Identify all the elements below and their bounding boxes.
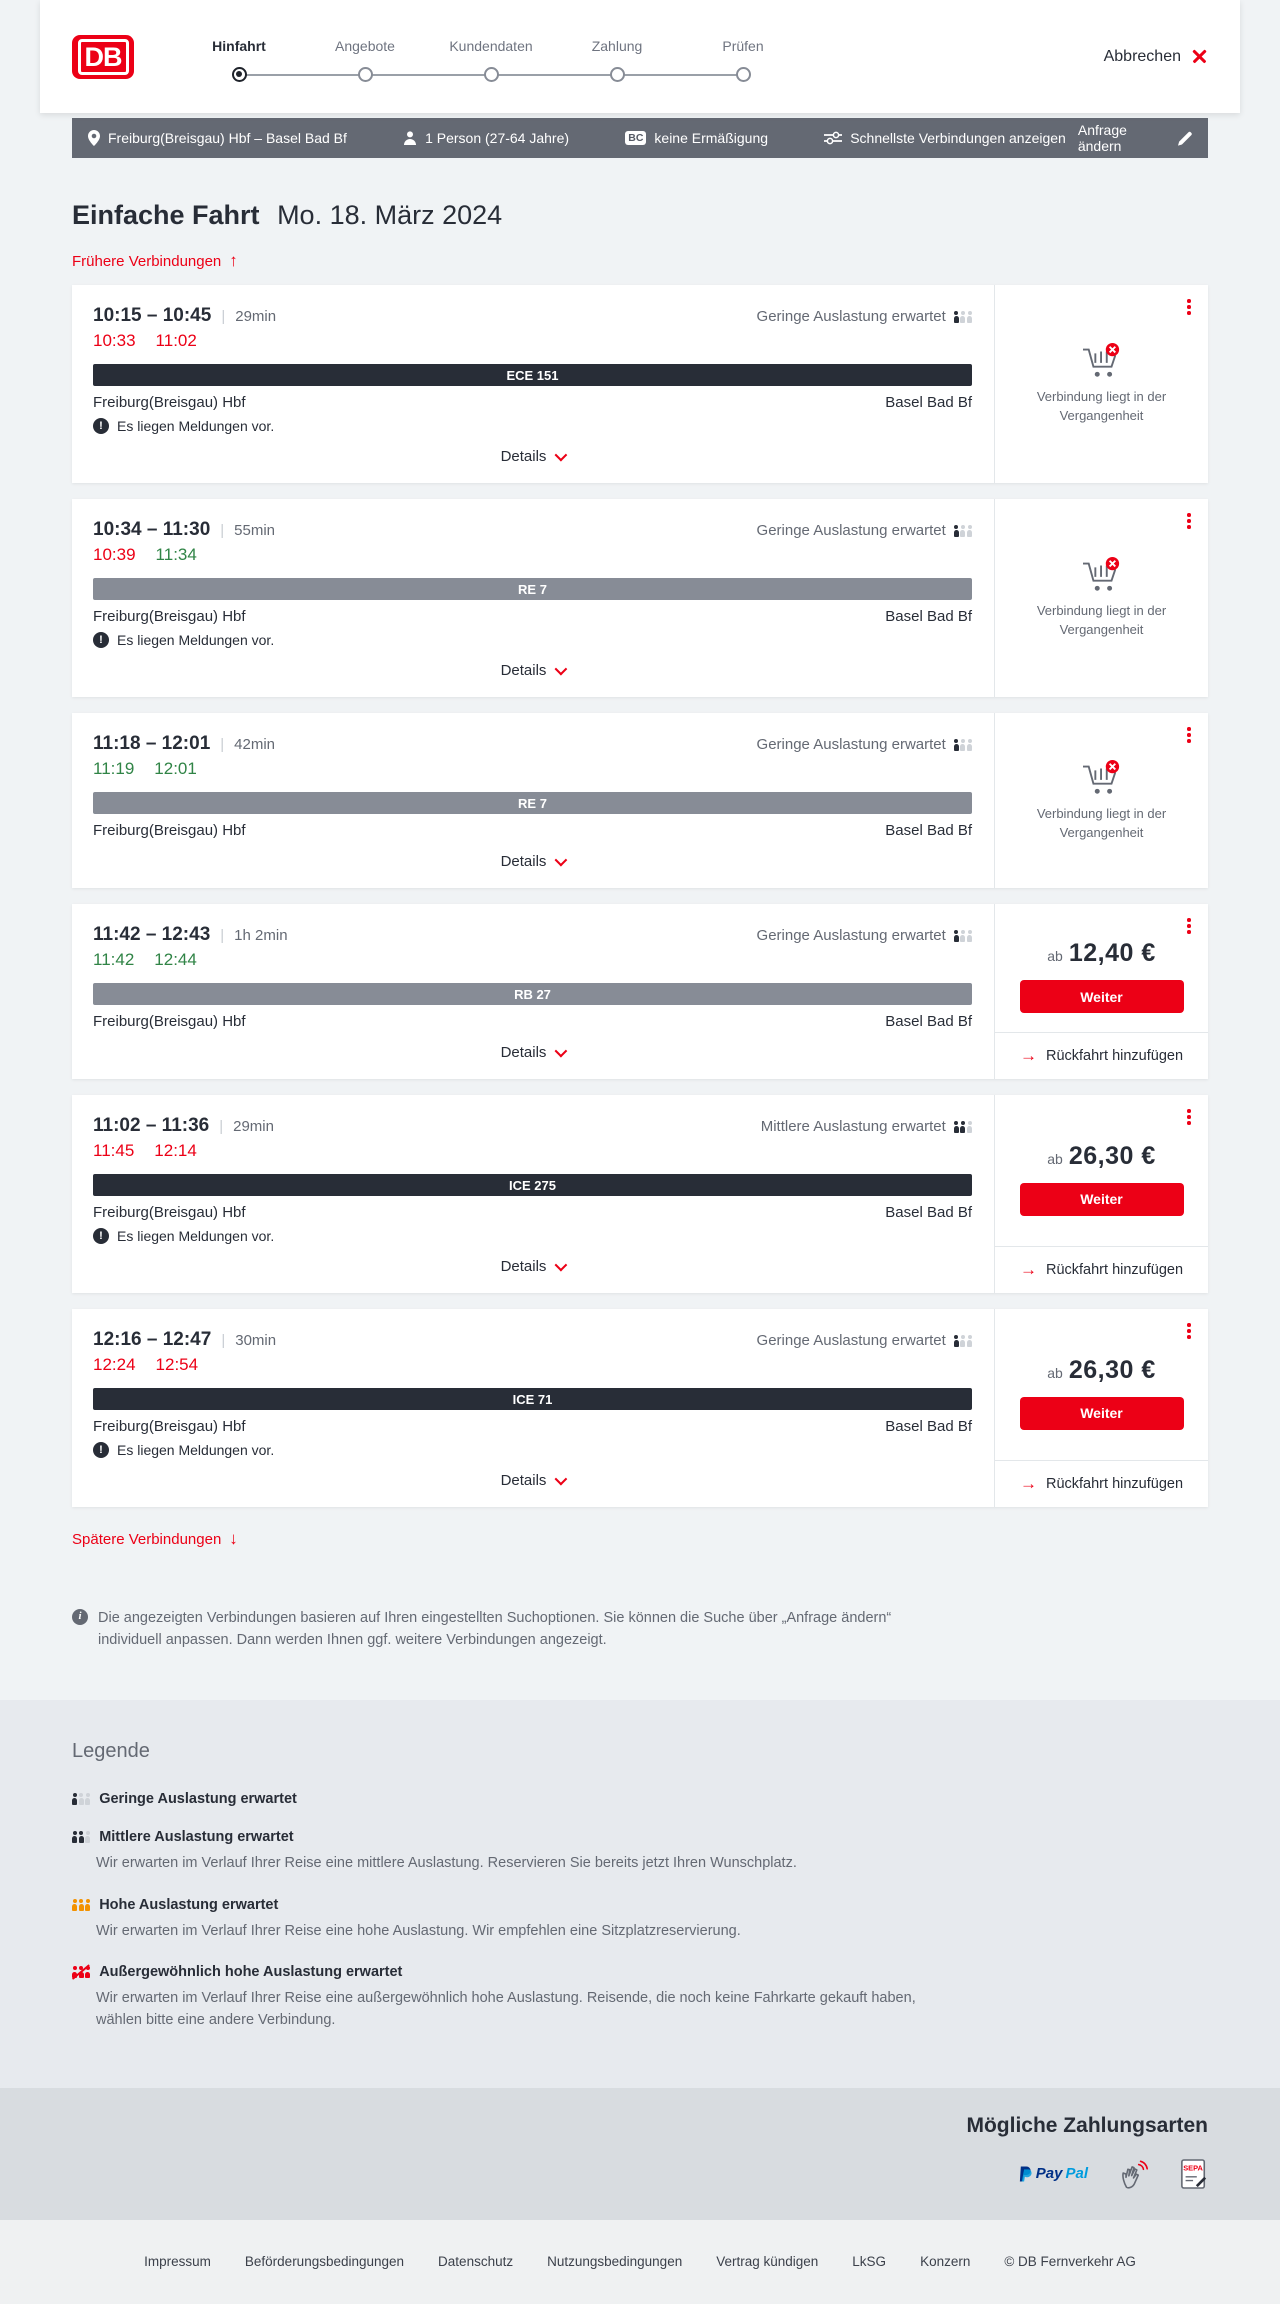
occupancy-label: Geringe Auslastung erwartet bbox=[756, 927, 946, 944]
details-toggle[interactable] bbox=[93, 849, 972, 876]
legend-item-desc: Wir erwarten im Verlauf Ihrer Reise eine hohe Auslastung. Wir empfehlen eine Sitzplatzreservierung. bbox=[96, 1922, 741, 1939]
route-summary[interactable] bbox=[88, 130, 347, 146]
earlier-connections-label: Frühere Verbindungen bbox=[72, 252, 222, 270]
kebab-menu-icon[interactable] bbox=[1185, 297, 1193, 317]
cancel-label: Abbrechen bbox=[1103, 47, 1181, 65]
kebab-menu-icon[interactable] bbox=[1185, 1321, 1193, 1341]
kebab-menu-icon[interactable] bbox=[1185, 916, 1193, 936]
details-label: Details bbox=[500, 853, 547, 870]
step-circle-icon bbox=[484, 67, 499, 82]
footer-link[interactable]: Beförderungsbedingungen bbox=[244, 2254, 405, 2270]
weiter-button[interactable]: Weiter bbox=[1020, 1183, 1184, 1216]
step-label: Hinfahrt bbox=[212, 37, 266, 54]
connection-action-panel bbox=[994, 1309, 1208, 1507]
realtime-times bbox=[93, 950, 972, 970]
occupancy-label: Geringe Auslastung erwartet bbox=[756, 308, 946, 325]
step-circle-icon bbox=[736, 67, 751, 82]
connection-card bbox=[72, 713, 1208, 888]
price-value: 26,30 € bbox=[1068, 1141, 1156, 1170]
occupancy-label: Geringe Auslastung erwartet bbox=[756, 736, 946, 753]
discount-summary[interactable] bbox=[625, 130, 768, 146]
price-box bbox=[995, 1095, 1208, 1246]
travel-date: Mo. 18. März 2024 bbox=[277, 200, 503, 230]
duration: 1h 2min bbox=[234, 927, 288, 944]
price-value: 12,40 € bbox=[1068, 939, 1156, 967]
past-connection-box bbox=[995, 499, 1208, 697]
occupancy-icon bbox=[954, 1121, 972, 1133]
destination-station: Basel Bad Bf bbox=[885, 1013, 972, 1030]
origin-station: Freiburg(Breisgau) Hbf bbox=[93, 822, 246, 839]
scheduled-times: 10:15 – 10:45 bbox=[93, 305, 212, 326]
payment-methods bbox=[1018, 2158, 1208, 2190]
footer-links bbox=[144, 2254, 1136, 2269]
add-return-label: Rückfahrt hinzufügen bbox=[1045, 1048, 1184, 1064]
connection-list bbox=[72, 285, 1208, 1507]
message-row bbox=[93, 632, 972, 648]
realtime-departure: 11:19 bbox=[93, 759, 135, 778]
connection-action-panel bbox=[994, 499, 1208, 697]
train-bar[interactable]: ECE 151 bbox=[93, 364, 972, 386]
legend-item-desc: Wir erwarten im Verlauf Ihrer Reise eine mittlere Auslastung. Reservieren Sie bereits jetzt Ihren Wunschplatz. bbox=[96, 1854, 797, 1871]
occupancy-icon bbox=[954, 930, 972, 942]
footer-link[interactable]: Konzern bbox=[920, 2254, 971, 2270]
page-title bbox=[72, 200, 1208, 231]
train-bar[interactable]: ICE 71 bbox=[93, 1388, 972, 1410]
train-bar[interactable]: RB 27 bbox=[93, 983, 972, 1005]
origin-station: Freiburg(Breisgau) Hbf bbox=[93, 394, 246, 411]
cancel-button[interactable] bbox=[1104, 48, 1208, 66]
occupancy-icon bbox=[72, 1966, 90, 1978]
destination-station: Basel Bad Bf bbox=[885, 822, 972, 839]
occupancy bbox=[757, 1332, 972, 1349]
step-label: Kundendaten bbox=[449, 37, 533, 54]
later-connections-label: Spätere Verbindungen bbox=[72, 1530, 222, 1548]
arrow-right-icon: → bbox=[1019, 1474, 1037, 1493]
chevron-down-icon bbox=[555, 1473, 568, 1486]
connection-details: 11:02 – 11:36 | 29min Mittlere Auslastung erwartet 11:45 12:14 ICE 275 Freiburg(Breisgau) Hbf Basel Bad Bf ! Es liegen Meldungen vor. Details bbox=[72, 1095, 994, 1293]
note-text: Die angezeigten Verbindungen basieren auf Ihren eingestellten Suchoptionen. Sie können die Suche über „Anfrage ändern“ individuell anpassen. Dann werden Ihnen ggf. weitere Verbindungen angezeigt. bbox=[98, 1610, 892, 1649]
connection-action-panel bbox=[994, 713, 1208, 888]
connection-card bbox=[72, 1095, 1208, 1293]
add-return-label: Rückfahrt hinzufügen bbox=[1045, 1262, 1184, 1278]
chevron-down-icon bbox=[555, 663, 568, 676]
connection-action-panel bbox=[994, 904, 1208, 1079]
train-bar[interactable]: ICE 275 bbox=[93, 1174, 972, 1196]
destination-station: Basel Bad Bf bbox=[885, 608, 972, 625]
connection-details: 11:42 – 12:43 | 1h 2min Geringe Auslastung erwartet 11:42 12:44 RB 27 Freiburg(Breisgau) Hbf Basel Bad Bf Details bbox=[72, 904, 994, 1079]
price-box bbox=[995, 1309, 1208, 1460]
trip-type: Einfache Fahrt bbox=[72, 200, 260, 230]
travelers-text: 1 Person (27-64 Jahre) bbox=[425, 130, 570, 146]
occupancy-icon bbox=[72, 1899, 90, 1911]
realtime-times bbox=[93, 545, 972, 565]
location-pin-icon bbox=[88, 130, 100, 146]
weiter-button[interactable]: Weiter bbox=[1020, 980, 1184, 1013]
add-return-button[interactable] bbox=[995, 1246, 1208, 1293]
payments-heading: Mögliche Zahlungsarten bbox=[966, 2113, 1208, 2137]
origin-station: Freiburg(Breisgau) Hbf bbox=[93, 608, 246, 625]
alert-icon: ! bbox=[93, 1228, 109, 1244]
arrow-right-icon: → bbox=[1019, 1260, 1037, 1279]
occupancy-label: Geringe Auslastung erwartet bbox=[756, 522, 946, 539]
results-main bbox=[0, 200, 1280, 1700]
add-return-button[interactable] bbox=[995, 1032, 1208, 1079]
realtime-arrival: 12:44 bbox=[154, 950, 197, 969]
connection-action-panel bbox=[994, 1095, 1208, 1293]
details-toggle[interactable] bbox=[93, 658, 972, 685]
person-icon bbox=[403, 131, 417, 145]
duration: 29min bbox=[233, 1118, 274, 1135]
past-connection-text: Verbindung liegt in der Vergangenheit bbox=[1036, 389, 1167, 423]
past-connection-box bbox=[995, 285, 1208, 483]
footer-link[interactable]: LkSG bbox=[852, 2254, 887, 2270]
pay-hand-icon bbox=[1118, 2158, 1150, 2190]
connection-card bbox=[72, 499, 1208, 697]
occupancy-icon bbox=[954, 311, 972, 323]
message-row bbox=[93, 1442, 972, 1458]
route-text: Freiburg(Breisgau) Hbf – Basel Bad Bf bbox=[108, 130, 347, 146]
footer-link[interactable]: Vertrag kündigen bbox=[716, 2254, 819, 2270]
message-text: Es liegen Meldungen vor. bbox=[117, 632, 275, 648]
destination-station: Basel Bad Bf bbox=[885, 1204, 972, 1221]
arrow-right-icon: → bbox=[1019, 1046, 1037, 1065]
paypal-word-pay: Pay bbox=[1035, 2165, 1063, 2183]
past-connection-box bbox=[995, 713, 1208, 888]
connection-details: 10:34 – 11:30 | 55min Geringe Auslastung erwartet 10:39 11:34 RE 7 Freiburg(Breisgau) Hbf Basel Bad Bf ! Es liegen Meldungen vor. Details bbox=[72, 499, 994, 697]
step-circle-icon bbox=[610, 67, 625, 82]
info-icon: i bbox=[72, 1609, 88, 1625]
scheduled-times: 10:34 – 11:30 bbox=[93, 519, 211, 540]
sepa-icon bbox=[1180, 2158, 1208, 2190]
db-logo bbox=[72, 35, 134, 79]
legend-item bbox=[72, 1791, 1208, 1807]
scheduled-times: 11:02 – 11:36 bbox=[93, 1115, 210, 1136]
arrow-up-icon: ↑ bbox=[229, 251, 238, 270]
filter-text: Schnellste Verbindungen anzeigen bbox=[850, 130, 1066, 146]
price-value: 26,30 € bbox=[1068, 1355, 1156, 1384]
realtime-arrival: 12:14 bbox=[154, 1141, 197, 1160]
change-request-label: Anfrage ändern bbox=[1077, 122, 1127, 154]
connection-card bbox=[72, 904, 1208, 1079]
duration: 30min bbox=[235, 1332, 277, 1349]
realtime-arrival: 12:01 bbox=[154, 759, 197, 778]
occupancy bbox=[761, 1118, 972, 1135]
origin-station: Freiburg(Breisgau) Hbf bbox=[93, 1418, 246, 1435]
duration: 55min bbox=[234, 522, 276, 539]
realtime-departure: 11:42 bbox=[93, 950, 135, 969]
connection-card bbox=[72, 1309, 1208, 1507]
details-label: Details bbox=[500, 1258, 547, 1275]
price-prefix: ab bbox=[1047, 1364, 1063, 1381]
train-bar[interactable]: RE 7 bbox=[93, 578, 972, 600]
origin-station: Freiburg(Breisgau) Hbf bbox=[93, 1204, 246, 1221]
occupancy bbox=[757, 927, 972, 944]
duration: 29min bbox=[235, 308, 277, 325]
occupancy-icon bbox=[954, 1335, 972, 1347]
progress-step[interactable] bbox=[680, 38, 806, 82]
weiter-button[interactable]: Weiter bbox=[1020, 1397, 1184, 1430]
step-circle-icon bbox=[358, 67, 373, 82]
realtime-times bbox=[93, 1355, 972, 1375]
bahncard-icon: BC bbox=[625, 131, 646, 145]
add-return-button[interactable] bbox=[995, 1460, 1208, 1507]
paypal-logo-mark bbox=[1018, 2165, 1033, 2183]
realtime-arrival: 11:02 bbox=[155, 331, 197, 350]
price-prefix: ab bbox=[1047, 948, 1063, 964]
scheduled-times: 11:42 – 12:43 bbox=[93, 924, 211, 945]
cart-crossed-icon bbox=[1081, 759, 1123, 797]
message-text: Es liegen Meldungen vor. bbox=[117, 1442, 275, 1458]
details-toggle[interactable] bbox=[93, 444, 972, 471]
step-circle-icon bbox=[232, 67, 247, 82]
connection-details: 12:16 – 12:47 | 30min Geringe Auslastung erwartet 12:24 12:54 ICE 71 Freiburg(Breisgau) Hbf Basel Bad Bf ! Es liegen Meldungen vor. Details bbox=[72, 1309, 994, 1507]
message-row bbox=[93, 418, 972, 434]
change-request-button[interactable] bbox=[1078, 122, 1192, 154]
chevron-down-icon bbox=[555, 854, 568, 867]
search-summary-bar bbox=[72, 118, 1208, 158]
earlier-connections-link[interactable] bbox=[72, 251, 238, 271]
search-options-note bbox=[72, 1607, 932, 1700]
legend-item bbox=[72, 1897, 1208, 1943]
sliders-icon bbox=[824, 131, 842, 145]
details-label: Details bbox=[500, 1044, 547, 1061]
connection-details: 11:18 – 12:01 | 42min Geringe Auslastung erwartet 11:19 12:01 RE 7 Freiburg(Breisgau) Hbf Basel Bad Bf Details bbox=[72, 713, 994, 888]
origin-station: Freiburg(Breisgau) Hbf bbox=[93, 1013, 246, 1030]
top-header bbox=[40, 0, 1240, 113]
realtime-times bbox=[93, 331, 972, 351]
step-label: Prüfen bbox=[722, 37, 764, 54]
destination-station: Basel Bad Bf bbox=[885, 394, 972, 411]
page-footer bbox=[0, 2220, 1280, 2304]
close-icon bbox=[1191, 48, 1208, 65]
connection-card bbox=[72, 285, 1208, 483]
travelers-summary[interactable] bbox=[403, 130, 569, 146]
occupancy-icon bbox=[72, 1831, 90, 1843]
message-text: Es liegen Meldungen vor. bbox=[117, 418, 275, 434]
duration: 42min bbox=[234, 736, 276, 753]
arrow-down-icon: ↓ bbox=[229, 1529, 238, 1548]
realtime-departure: 12:24 bbox=[93, 1355, 136, 1374]
footer-link[interactable]: Datenschutz bbox=[438, 2254, 514, 2270]
occupancy bbox=[757, 736, 972, 753]
details-toggle[interactable] bbox=[93, 1040, 972, 1067]
realtime-arrival: 12:54 bbox=[155, 1355, 199, 1374]
paypal-icon bbox=[1018, 2165, 1088, 2183]
legend-item-title: Mittlere Auslastung erwartet bbox=[99, 1828, 294, 1845]
legend-item-desc: Wir erwarten im Verlauf Ihrer Reise eine außergewöhnlich hohe Auslastung. Reisende, die noch keine Fahrkarte gekauft haben, wählen bitte eine andere Verbindung. bbox=[96, 1990, 916, 2029]
payments-section bbox=[0, 2088, 1280, 2220]
details-toggle[interactable] bbox=[93, 1254, 972, 1281]
legend-heading: Legende bbox=[72, 1739, 150, 1762]
chevron-down-icon bbox=[555, 1045, 568, 1058]
chevron-down-icon bbox=[555, 449, 568, 462]
destination-station: Basel Bad Bf bbox=[885, 1418, 972, 1435]
step-label: Zahlung bbox=[591, 37, 643, 54]
db-logo-text: DB bbox=[78, 39, 129, 75]
occupancy-icon bbox=[72, 1793, 90, 1805]
price-prefix: ab bbox=[1047, 1150, 1063, 1167]
progress-steps bbox=[176, 38, 806, 82]
occupancy-icon bbox=[954, 739, 972, 751]
legend-item bbox=[72, 1829, 1208, 1875]
details-label: Details bbox=[500, 448, 547, 465]
past-connection-text: Verbindung liegt in der Vergangenheit bbox=[1036, 805, 1167, 840]
connection-action-panel bbox=[994, 285, 1208, 483]
scheduled-times: 12:16 – 12:47 bbox=[93, 1329, 212, 1350]
legend-item-title: Hohe Auslastung erwartet bbox=[99, 1896, 279, 1913]
footer-link[interactable]: Impressum bbox=[144, 2254, 211, 2270]
kebab-menu-icon[interactable] bbox=[1185, 511, 1193, 531]
footer-copyright: © DB Fernverkehr AG bbox=[1004, 2254, 1136, 2270]
occupancy-label: Mittlere Auslastung erwartet bbox=[760, 1118, 946, 1135]
price-box bbox=[995, 904, 1208, 1032]
chevron-down-icon bbox=[555, 1259, 568, 1272]
filter-summary[interactable] bbox=[824, 130, 1066, 146]
details-label: Details bbox=[500, 662, 547, 679]
legend-item-title: Außergewöhnlich hohe Auslastung erwartet bbox=[99, 1964, 403, 1981]
occupancy-label: Geringe Auslastung erwartet bbox=[756, 1332, 946, 1349]
details-toggle[interactable] bbox=[93, 1468, 972, 1495]
later-connections-link[interactable] bbox=[72, 1529, 238, 1549]
message-text: Es liegen Meldungen vor. bbox=[117, 1228, 275, 1244]
details-label: Details bbox=[500, 1472, 547, 1489]
legend-item-title: Geringe Auslastung erwartet bbox=[99, 1790, 297, 1807]
realtime-departure: 10:33 bbox=[93, 331, 136, 350]
paypal-word-pal: Pal bbox=[1065, 2165, 1088, 2183]
occupancy bbox=[757, 308, 972, 325]
occupancy-icon bbox=[954, 525, 972, 537]
message-row bbox=[93, 1228, 972, 1244]
realtime-times bbox=[93, 759, 972, 779]
past-connection-text: Verbindung liegt in der Vergangenheit bbox=[1036, 603, 1167, 637]
svg-text:SEPA: SEPA bbox=[1183, 2163, 1203, 2173]
footer-link[interactable]: Nutzungsbedingungen bbox=[547, 2254, 683, 2270]
connection-details: 10:15 – 10:45 | 29min Geringe Auslastung erwartet 10:33 11:02 ECE 151 Freiburg(Breisgau) Hbf Basel Bad Bf ! Es liegen Meldungen vor. Details bbox=[72, 285, 994, 483]
discount-text: keine Ermäßigung bbox=[654, 130, 769, 146]
realtime-times bbox=[93, 1141, 972, 1161]
alert-icon: ! bbox=[93, 418, 109, 434]
pencil-icon bbox=[1178, 131, 1192, 146]
legend-item bbox=[72, 1964, 1208, 2032]
alert-icon: ! bbox=[93, 1442, 109, 1458]
legend-items bbox=[72, 1791, 1208, 2032]
realtime-departure: 11:45 bbox=[93, 1141, 135, 1160]
legend-section bbox=[0, 1700, 1280, 2088]
step-label: Angebote bbox=[335, 37, 395, 54]
realtime-arrival: 11:34 bbox=[155, 545, 197, 564]
scheduled-times: 11:18 – 12:01 bbox=[93, 733, 211, 754]
cart-crossed-icon bbox=[1081, 342, 1123, 380]
train-bar[interactable]: RE 7 bbox=[93, 792, 972, 814]
realtime-departure: 10:39 bbox=[93, 545, 136, 564]
kebab-menu-icon[interactable] bbox=[1185, 725, 1193, 745]
alert-icon: ! bbox=[93, 632, 109, 648]
kebab-menu-icon[interactable] bbox=[1185, 1107, 1193, 1127]
cart-crossed-icon bbox=[1081, 556, 1123, 594]
add-return-label: Rückfahrt hinzufügen bbox=[1045, 1476, 1184, 1492]
occupancy bbox=[757, 522, 972, 539]
